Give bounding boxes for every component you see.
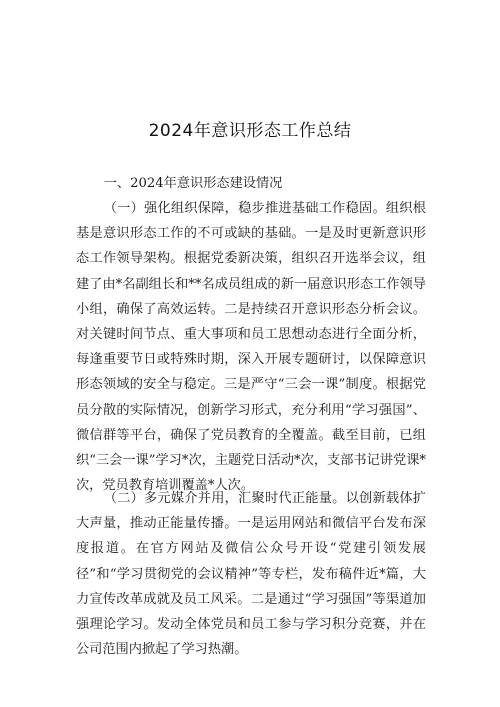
document-title: 2024年意识形态工作总结 [148,121,352,141]
paragraph-1: （一）强化组织保障，稳步推进基础工作稳固。组织根基是意识形态工作的不可或缺的基础。一是及时更新意识形态工作领导架构。根据党委新决策，组织召开选举会议，组建了由*名副组长和**名成员组成的新一届意识形态工作领导小组，确保了高效运转。二是持续召开意识形态分析会议。对关键时间节点、重大事项和员工思想动态进行全面分析，每逢重要节日或特殊时期，深入开展专题研讨，以保障意识形态领域的安全与稳定。三是严守“三会一课”制度。根据党员分散的实际情况，创新学习形式，充分利用“学习强国”、微信群等平台，确保了党员教育的全覆盖。截至目前，已组织“三会一课”学习*次，主题党日活动*次，支部书记讲党课*次，党员教育培训覆盖*人次。 [76,201,426,494]
paragraph-2: （二）多元媒介并用，汇聚时代正能量。以创新载体扩大声量，推动正能量传播。一是运用网站和微信平台发布深度报道。在官方网站及微信公众号开设“党建引领发展径”和“学习贯彻党的会议精神”等专栏，发布稿件近*篇，大力宣传改革成就及员工风采。二是通过“学习强国”等渠道加强理论学习。发动全体党员和员工参与学习积分竞赛，并在公司范围内掀起了学习热潮。 [76,491,426,658]
section-heading: 一、2024年意识形态建设情况 [103,176,283,191]
